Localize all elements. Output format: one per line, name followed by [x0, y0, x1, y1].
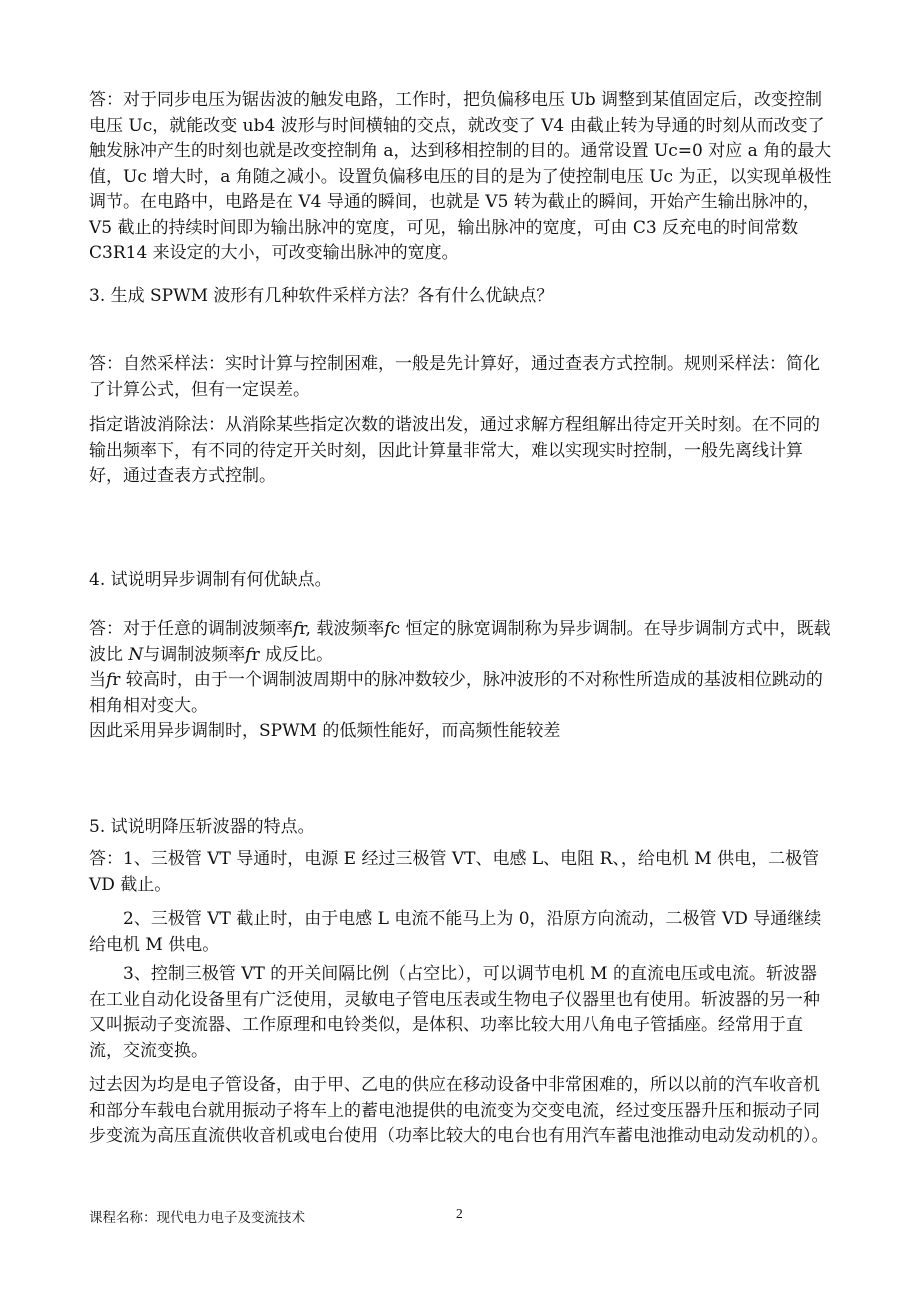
- q3-answer-p1: 答：自然采样法：实时计算与控制困难，一般是先计算好，通过查表方式控制。规则采样法：简化了计算公式，但有一定误差。: [89, 354, 820, 400]
- q5-answer-p1: 答：1、三极管 VT 导通时，电源 E 经过三极管 VT、电感 L、电阻 R、，给电机 M 供电，二极管 VD 截止。: [89, 849, 820, 895]
- q4-answer-line2: 当𝑓r 较高时，由于一个调制波周期中的脉冲数较少，脉冲波形的不对称性所造成的基波相位跳动的相角相对变大。: [89, 670, 823, 716]
- q3-answer-p2: 指定谐波消除法：从消除某些指定次数的谐波出发，通过求解方程组解出待定开关时刻。在不同的输出频率下，有不同的待定开关时刻，因此计算量非常大，难以实现实时控制，一般先离线计算好，通过查表方式控制。: [89, 415, 820, 486]
- page-number: 2: [456, 1206, 463, 1221]
- q4-question: 4. 试说明异步调制有何优缺点。: [89, 570, 332, 590]
- q4-answer-line1: 答：对于任意的调制波频率𝑓r, 载波频率𝑓c 恒定的脉宽调制称为异步调制。在导步调制方式中，既载波比 𝑁与调制波频率𝑓r 成反比。: [89, 619, 831, 665]
- q5-answer-p4: 过去因为均是电子管设备，由于甲、乙电的供应在移动设备中非常困难的，所以以前的汽车收音机和部分车载电台就用振动子将车上的蓄电池提供的电流变为交变电流，经过变压器升压和振动子同步变流为高压直流供收音机或电台使用（功率比较大的电台也有用汽车蓄电池推动电动发动机的）。: [89, 1075, 829, 1146]
- q5-answer-p3: 3、控制三极管 VT 的开关间隔比例（占空比），可以调节电机 M 的直流电压或电流。斩波器在工业自动化设备里有广泛使用，灵敏电子管电压表或生物电子仪器里也有使用。斩波器的另一种又叫振动子变流器、工作原理和电铃类似，是体积、功率比较大用八角电子管插座。经常用于直流，交流变换。: [89, 964, 820, 1061]
- q3-question: 3. 生成 SPWM 波形有几种软件采样方法？各有什么优缺点？: [89, 286, 554, 306]
- q4-answer: [89, 617, 833, 745]
- footer-course-name: 课程名称：现代电力电子及变流技术: [89, 1210, 305, 1225]
- q5-question: 5. 试说明降压斩波器的特点。: [89, 817, 315, 837]
- q4-answer-line3: 因此采用异步调制时，SPWM 的低频性能好，而高频性能较差: [89, 721, 561, 741]
- q5-answer-p2: 2、三极管 VT 截止时，由于电感 L 电流不能马上为 0，沿原方向流动，二极管 VD 导通继续给电机 M 供电。: [89, 909, 822, 955]
- q2-answer: 答：对于同步电压为锯齿波的触发电路，工作时，把负偏移电压 Ub 调整到某值固定后，改变控制电压 Uc，就能改变 ub4 波形与时间横轴的交点，就改变了 V4 由截止转为导通的时刻从而改变了触发脉冲产生的时刻也就是改变控制角 a，达到移相控制的目的。通常设置 Uc=0 对应 a 角的最大值，Uc 增大时，a 角随之减小。设置负偏移电压的目的是为了使控制电压 Uc 为正，以实现单极性调节。在电路中，电路是在 V4 导通的瞬间，也就是 V5 转为截止的瞬间，开始产生输出脉冲的，V5 截止的持续时间即为输出脉冲的宽度，可见，输出脉冲的宽度，可由 C3 反充电的时间常数 C3R14 来设定的大小，可改变输出脉冲的宽度。: [89, 90, 832, 263]
